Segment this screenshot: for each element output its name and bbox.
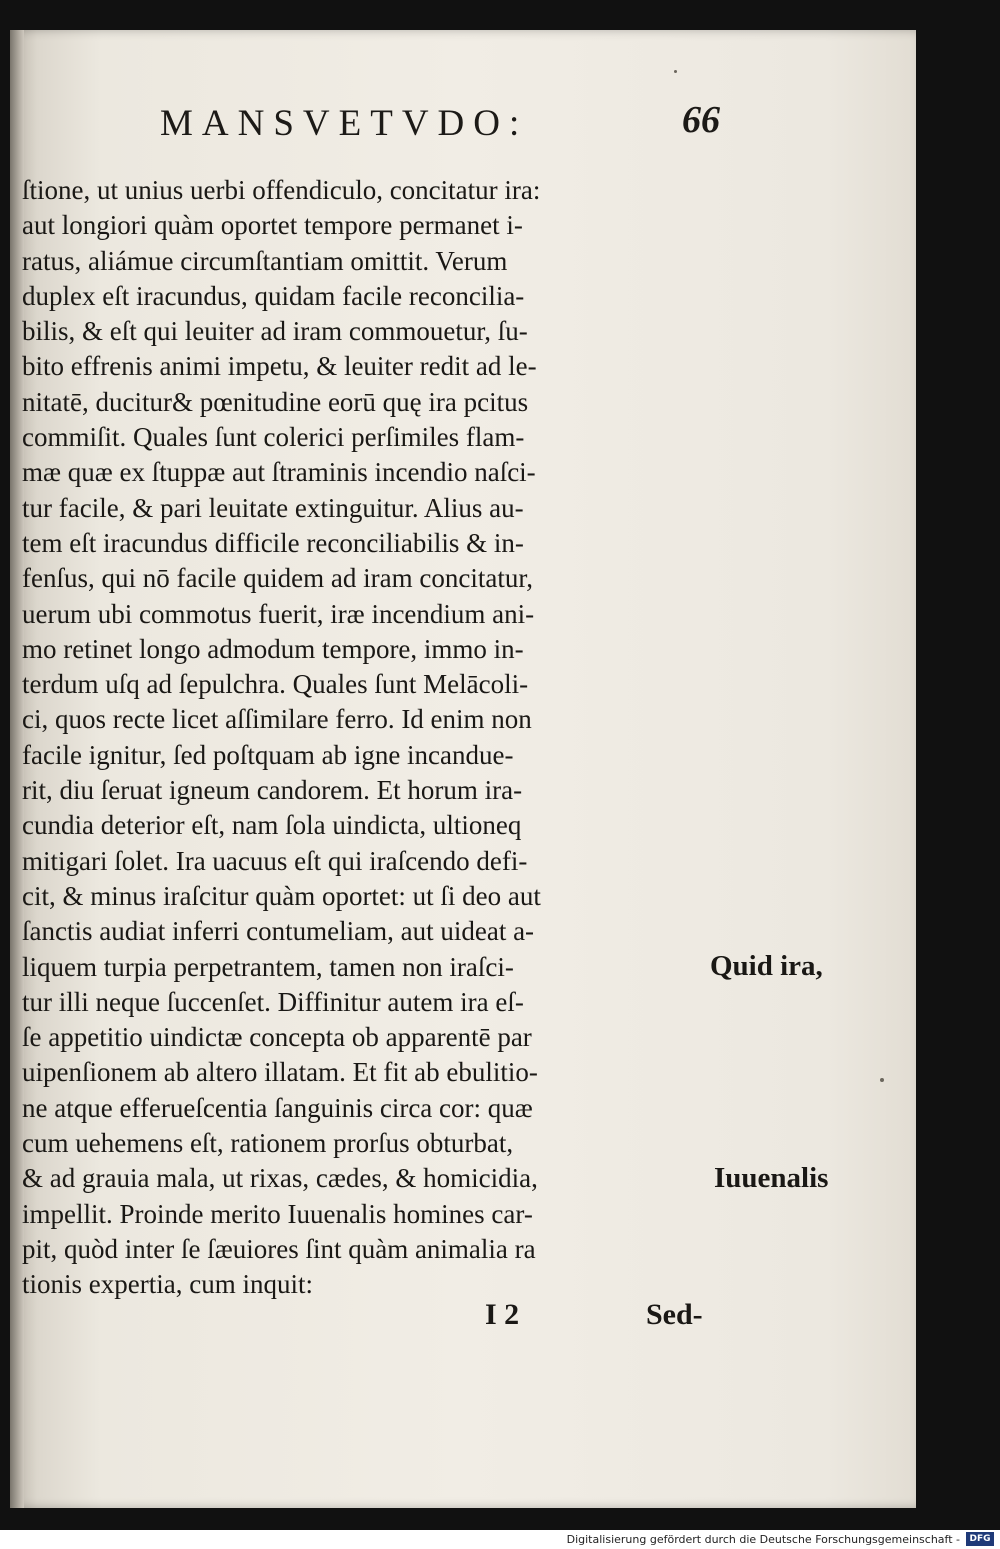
running-head-title: MANSVETVDO: xyxy=(160,103,529,144)
text-line: cit, & minus iraſcitur quàm oportet: ut ſi deo aut xyxy=(22,880,541,911)
text-line: impellit. Proinde merito Iuuenalis homines car- xyxy=(22,1198,533,1229)
text-line: ci, quos recte licet aſſimilare ferro. Id enim non xyxy=(22,704,532,735)
catchword: Sed- xyxy=(646,1298,703,1331)
text-line: tur facile, & pari leuitate extinguitur. Alius au- xyxy=(22,492,524,523)
text-line: uipenſionem ab altero illatam. Et fit ab ebulitio- xyxy=(22,1057,538,1088)
footer-bar xyxy=(0,1530,1000,1549)
text-line: ne atque efferueſcentia ſanguinis circa cor: quæ xyxy=(22,1092,533,1123)
text-line: ratus, aliámue circumſtantiam omittit. Verum xyxy=(22,245,508,276)
text-line: mæ quæ ex ſtuppæ aut ſtraminis incendio naſci- xyxy=(22,457,536,488)
text-line: tem eſt iracundus difficile reconciliabilis & in- xyxy=(22,527,524,558)
folio-number: 66 xyxy=(682,99,720,141)
text-line: tur illi neque ſuccenſet. Diffinitur autem ira eſ- xyxy=(22,986,524,1017)
text-line: mitigari ſolet. Ira uacuus eſt qui iraſcendo defi- xyxy=(22,845,528,876)
text-line: nitatē, ducitur& pœnitudine eorū quę ira pcitus xyxy=(22,386,529,417)
text-line: pit, quòd inter ſe ſæuiores ſint quàm animalia ra xyxy=(22,1233,536,1264)
text-line: cundia deterior eſt, nam ſola uindicta, ultioneq xyxy=(22,810,522,841)
text-line: liquem turpia perpetrantem, tamen non iraſci- xyxy=(22,951,514,982)
margin-note-quid-ira: Quid ira, xyxy=(710,950,823,982)
text-line: ſanctis audiat inferri contumeliam, aut uideat a- xyxy=(22,916,535,947)
body-text xyxy=(22,173,712,1303)
signature-mark: I 2 xyxy=(485,1298,520,1331)
margin-note-iuuenalis: Iuuenalis xyxy=(714,1162,829,1194)
text-line: commiſit. Quales ſunt colerici perſimiles flam- xyxy=(22,422,525,453)
footer-credit: Digitalisierung gefördert durch die Deutsche Forschungsgemeinschaft - xyxy=(566,1533,960,1546)
text-line: uerum ubi commotus fuerit, iræ incendium ani- xyxy=(22,598,535,629)
text-line: ſe appetitio uindictæ concepta ob apparentē par xyxy=(22,1022,532,1053)
text-line: mo retinet longo admodum tempore, immo in- xyxy=(22,633,524,664)
text-line: bito effrenis animi impetu, & leuiter redit ad le- xyxy=(22,351,537,382)
book-page xyxy=(10,30,916,1508)
dfg-logo: DFG xyxy=(966,1532,994,1546)
text-line: & ad grauia mala, ut rixas, cædes, & homicidia, xyxy=(22,1163,538,1194)
text-line: bilis, & eſt qui leuiter ad iram commouetur, ſu- xyxy=(22,316,528,347)
text-line: tionis expertia, cum inquit: xyxy=(22,1269,313,1300)
text-line: facile ignitur, ſed poſtquam ab igne incanduе- xyxy=(22,739,514,770)
running-head xyxy=(160,99,720,145)
text-line: ſtione, ut unius uerbi offendiculo, concitatur ira: xyxy=(22,175,541,205)
text-line: cum uehemens eſt, rationem prorſus obturbat, xyxy=(22,1128,514,1159)
text-line: rit, diu ſeruat igneum candorem. Et horum ira- xyxy=(22,775,523,806)
text-line: terdum uſq ad ſepulchra. Quales ſunt Melācoli- xyxy=(22,669,529,700)
text-line: duplex eſt iracundus, quidam facile reconcilia- xyxy=(22,280,525,311)
paper-speck xyxy=(880,1078,884,1082)
paper-speck xyxy=(674,70,677,73)
text-line: aut longiori quàm oportet tempore permanet i- xyxy=(22,210,523,241)
text-line: fenſus, qui nō facile quidem ad iram concitatur, xyxy=(22,563,533,594)
